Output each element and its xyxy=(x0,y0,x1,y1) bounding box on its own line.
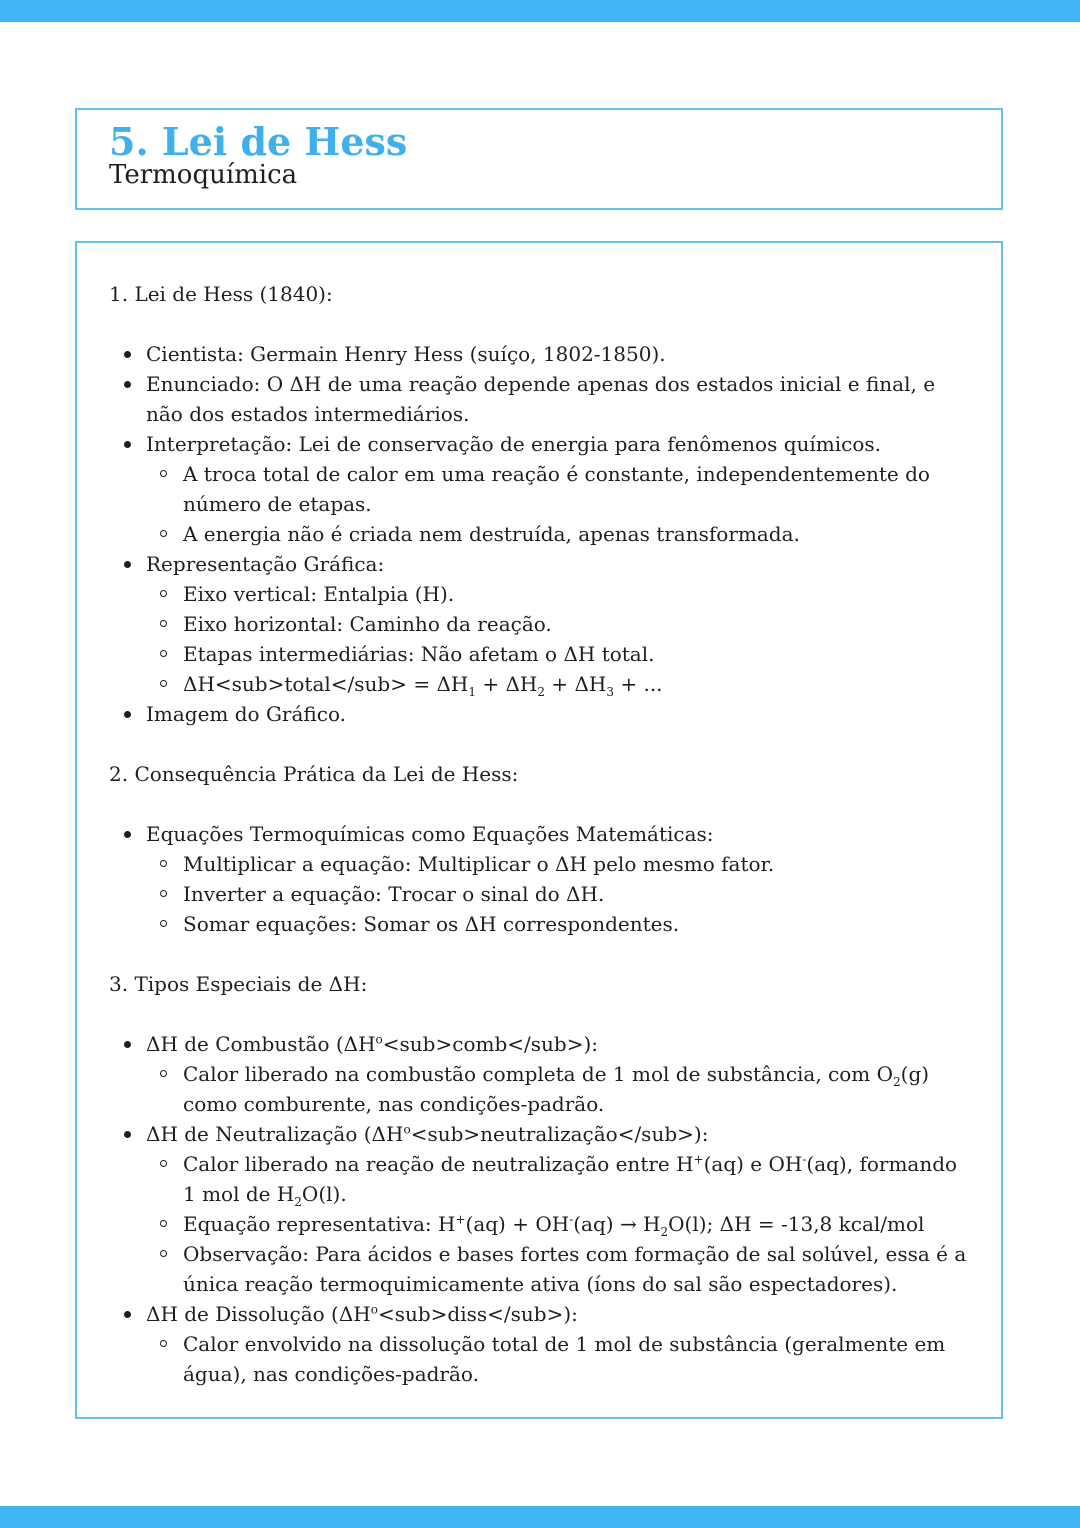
page-subtitle: Termoquímica xyxy=(109,160,298,190)
sub-list-item-text: Inverter a equação: Trocar o sinal do ΔH. xyxy=(183,882,605,906)
list-item-text: Imagem do Gráfico. xyxy=(146,702,346,726)
list-item xyxy=(109,819,969,939)
list-item-text: ΔH de Neutralização (ΔH xyxy=(146,1122,404,1146)
list-item xyxy=(109,369,969,429)
list-item-text: <sub>diss</sub>): xyxy=(377,1302,578,1326)
header-card xyxy=(75,108,1003,210)
sub-list-item xyxy=(146,639,969,669)
formula-text: + ΔH xyxy=(544,672,607,696)
formula-subscript: 2 xyxy=(660,1225,669,1239)
list-item-text: ΔH de Dissolução (ΔH xyxy=(146,1302,371,1326)
list-item-text: <sub>neutralização</sub>): xyxy=(410,1122,709,1146)
sub-list xyxy=(146,459,969,549)
sub-list-item xyxy=(146,1329,969,1389)
sub-list-item-text: Equação representativa: H xyxy=(183,1212,456,1236)
bullet-list xyxy=(109,1029,969,1389)
sub-list-item-text: O(l). xyxy=(301,1182,347,1206)
formula-text: ΔH<sub>total</sub> = ΔH xyxy=(183,672,469,696)
list-item-text: Cientista: Germain Henry Hess (suíço, 1802-1850). xyxy=(146,342,666,366)
sub-list-item xyxy=(146,1239,969,1299)
degree-superscript: o xyxy=(370,1302,378,1317)
sub-list-item-text: (aq) + OH xyxy=(465,1212,570,1236)
section-heading-consequencia: 2. Consequência Prática da Lei de Hess: xyxy=(109,762,519,786)
top-accent-bar xyxy=(0,0,1080,22)
sub-list-item-text: Multiplicar a equação: Multiplicar o ΔH pelo mesmo fator. xyxy=(183,852,775,876)
sub-list-item xyxy=(146,459,969,519)
charge-superscript: + xyxy=(693,1152,704,1167)
sub-list-item-text: Observação: Para ácidos e bases fortes com formação de sal solúvel, essa é a única reação termoquimicamente ativa (íons do sal são espectadores). xyxy=(183,1242,967,1296)
sub-list-item-text: (aq) e OH xyxy=(703,1152,803,1176)
bottom-accent-bar xyxy=(0,1506,1080,1528)
sub-list-item xyxy=(146,849,969,879)
sub-list xyxy=(146,1059,969,1119)
sub-list-item-text: A energia não é criada nem destruída, apenas transformada. xyxy=(183,522,800,546)
content-card xyxy=(75,241,1003,1419)
sub-list-item xyxy=(146,519,969,549)
sub-list-item-text: Somar equações: Somar os ΔH correspondentes. xyxy=(183,912,680,936)
page-title: 5. Lei de Hess xyxy=(109,119,408,164)
sub-list-item-text: Calor liberado na combustão completa de 1 mol de substância, com O xyxy=(183,1062,894,1086)
list-item-combustao xyxy=(109,1029,969,1119)
sub-list-item xyxy=(146,579,969,609)
section-heading-tipos-especiais: 3. Tipos Especiais de ΔH: xyxy=(109,972,368,996)
sub-list-item xyxy=(146,879,969,909)
formula-subscript: 2 xyxy=(294,1195,302,1209)
list-item-text: Interpretação: Lei de conservação de energia para fenômenos químicos. xyxy=(146,432,881,456)
bullet-list xyxy=(109,339,969,729)
degree-superscript: o xyxy=(403,1122,411,1137)
sub-list-item-text: Etapas intermediárias: Não afetam o ΔH total. xyxy=(183,642,655,666)
list-item-text: Representação Gráfica: xyxy=(146,552,385,576)
formula-subscript: 2 xyxy=(537,685,545,699)
sub-list-item-text: Calor liberado na reação de neutralização entre H xyxy=(183,1152,694,1176)
formula-subscript: 3 xyxy=(606,685,614,699)
list-item-text: Enunciado: O ΔH de uma reação depende apenas dos estados inicial e final, e não dos estados intermediários. xyxy=(146,372,936,426)
formula-subscript: 2 xyxy=(893,1075,901,1089)
bullet-list xyxy=(109,819,969,939)
sub-list-item-text: (g) como comburente, nas condições-padrão. xyxy=(183,1062,930,1116)
charge-superscript: - xyxy=(802,1152,807,1167)
sub-list-item-text: A troca total de calor em uma reação é constante, independentemente do número de etapas. xyxy=(183,462,930,516)
sub-list xyxy=(146,1149,969,1299)
list-item xyxy=(109,699,969,729)
sub-list xyxy=(146,1329,969,1389)
sub-list-item xyxy=(146,1149,969,1209)
sub-list-item xyxy=(146,909,969,939)
charge-superscript: - xyxy=(569,1212,574,1227)
formula-text: + ... xyxy=(613,672,663,696)
sub-list-item-text: (aq) → H xyxy=(573,1212,661,1236)
degree-superscript: o xyxy=(375,1032,383,1047)
charge-superscript: + xyxy=(455,1212,466,1227)
sub-list-item-text: O(l); ΔH = -13,8 kcal/mol xyxy=(668,1212,925,1236)
sub-list-item xyxy=(146,1059,969,1119)
sub-list-item-text: Calor envolvido na dissolução total de 1 mol de substância (geralmente em água), nas condições-padrão. xyxy=(183,1332,946,1386)
sub-list-item-text: Eixo horizontal: Caminho da reação. xyxy=(183,612,552,636)
content-body xyxy=(109,279,969,1419)
list-item-text: Equações Termoquímicas como Equações Matemáticas: xyxy=(146,822,714,846)
section-heading-lei-de-hess: 1. Lei de Hess (1840): xyxy=(109,282,333,306)
list-item-neutralizacao xyxy=(109,1119,969,1299)
formula-text: + ΔH xyxy=(475,672,538,696)
list-item-text: <sub>comb</sub>): xyxy=(382,1032,598,1056)
sub-list-item xyxy=(146,1209,969,1239)
sub-list-item-text: (aq), formando 1 mol de H xyxy=(183,1152,958,1206)
sub-list xyxy=(146,579,969,699)
list-item xyxy=(109,549,969,699)
sub-list xyxy=(146,849,969,939)
list-item-text: ΔH de Combustão (ΔH xyxy=(146,1032,376,1056)
sub-list-item-text: Eixo vertical: Entalpia (H). xyxy=(183,582,455,606)
list-item-dissolucao xyxy=(109,1299,969,1389)
list-item xyxy=(109,429,969,549)
formula-subscript: 1 xyxy=(468,685,476,699)
list-item xyxy=(109,339,969,369)
sub-list-item xyxy=(146,609,969,639)
sub-list-item-formula xyxy=(146,669,969,699)
